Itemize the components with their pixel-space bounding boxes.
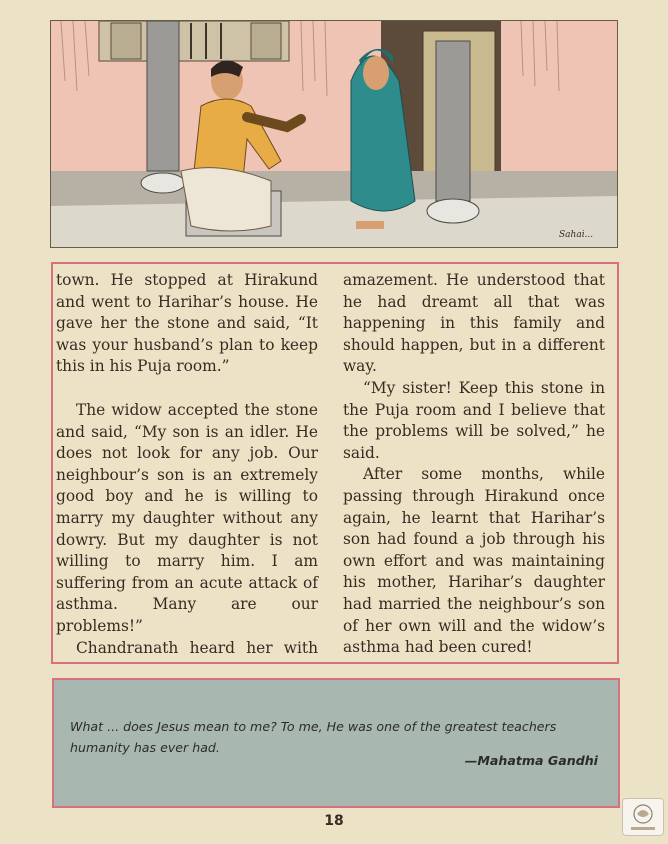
story-right-column <box>343 270 605 659</box>
story-paragraph: After some months, while passing through Hirakund once again, he learnt that Harihar’s son had found a job through his own effort and was maintaining his mother, Harihar’s daughter had married the neighbour’s son of her own will and the widow’s asthma had been cured! <box>343 465 605 657</box>
story-paragraph: Chandranath heard her with <box>76 638 318 657</box>
story-text-frame <box>51 262 619 664</box>
page-number: 18 <box>324 813 344 829</box>
publisher-stamp-logo <box>622 798 664 836</box>
quote-box <box>52 678 620 808</box>
story-paragraph: “My sister! Keep this stone in the Puja room and I believe that the problems will be solved,” he said. <box>343 378 605 462</box>
story-paragraph: town. He stopped at Hirakund and went to Harihar’s house. He gave her the stone and said, “It was your husband’s plan to keep this in his Puja room.” <box>56 271 318 376</box>
story-paragraph: amazement. He understood that he had dreamt all that was happening in this family and should happen, but in a different way. <box>343 271 605 376</box>
stamp-icon <box>623 799 663 835</box>
story-left-column <box>56 270 318 659</box>
quote-text: What ... does Jesus mean to me? To me, He was one of the greatest teachers humanity has ever had. <box>70 719 557 755</box>
story-illustration <box>50 20 618 248</box>
illustration-signature: Sahai... <box>559 230 594 240</box>
story-paragraph: The widow accepted the stone and said, “My son is an idler. He does not look for any job. Our neighbour’s son is an extremely good boy and he is willing to marry my daughter without any dowry. But my daughter is not willing to marry him. I am suffering from an acute attack of asthma. Many are our problems!” <box>56 400 318 635</box>
quote-author: —Mahatma Gandhi <box>464 753 598 768</box>
illustration-drawing <box>51 21 617 247</box>
